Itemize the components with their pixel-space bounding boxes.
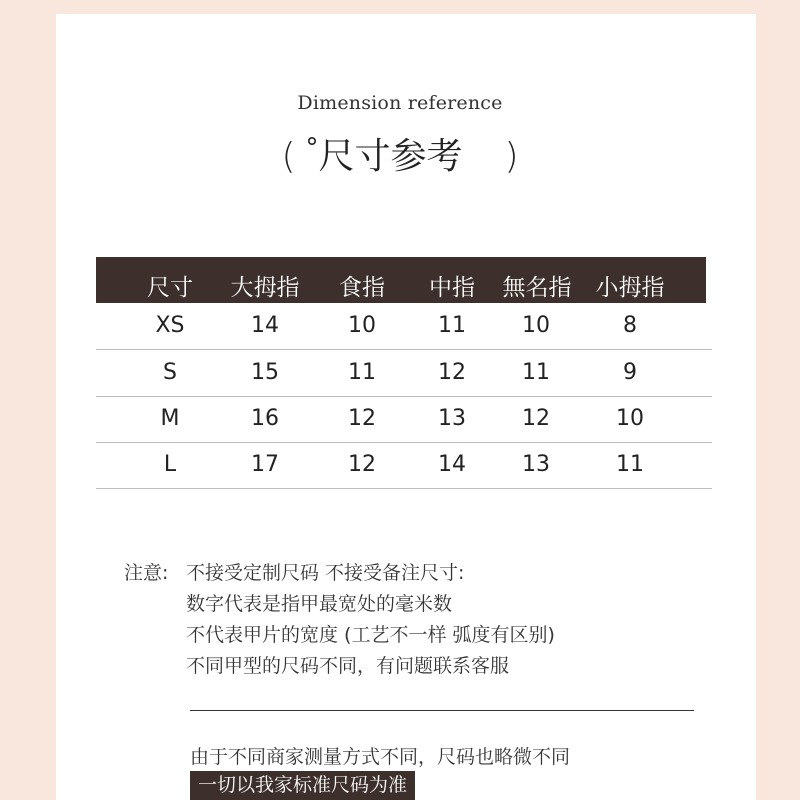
page-title <box>0 128 800 179</box>
footer-highlight: 一切以我家标准尺码为准 <box>190 771 415 800</box>
row-thumb: 15 <box>251 360 279 385</box>
footer-note: 由于不同商家测量方式不同，尺码也略微不同 <box>190 746 571 768</box>
notes-label: 注意: <box>124 562 169 584</box>
row-size: M <box>160 406 180 431</box>
row-thumb: 16 <box>251 406 279 431</box>
table-row <box>96 442 712 489</box>
row-index: 10 <box>348 313 376 338</box>
row-ring: 13 <box>522 452 550 477</box>
header-size: 尺寸 <box>147 275 193 301</box>
notes-line-3: 不代表甲片的宽度 (工艺不一样 弧度有区别) <box>186 624 555 646</box>
row-middle: 11 <box>438 313 466 338</box>
row-pinky: 8 <box>623 313 637 338</box>
row-size: L <box>163 452 177 477</box>
subtitle: Dimension reference <box>297 92 503 114</box>
row-size: XS <box>155 313 185 338</box>
title-text: 尺寸参考 <box>318 136 463 177</box>
row-thumb: 14 <box>251 313 279 338</box>
table-row <box>96 396 712 443</box>
table-row <box>96 350 712 397</box>
table-header <box>96 257 706 303</box>
row-ring: 10 <box>522 313 550 338</box>
title-degree-mark: ° <box>305 133 319 163</box>
row-middle: 12 <box>438 360 466 385</box>
header-middle: 中指 <box>429 275 475 301</box>
row-thumb: 17 <box>251 452 279 477</box>
header-thumb: 大拇指 <box>230 275 300 301</box>
title-close-paren: ) <box>504 136 519 177</box>
row-ring: 12 <box>522 406 550 431</box>
notes-line-4: 不同甲型的尺码不同，有问题联系客服 <box>186 655 510 677</box>
header-index: 食指 <box>339 275 385 301</box>
row-middle: 13 <box>438 406 466 431</box>
notes-line-2: 数字代表是指甲最宽处的毫米数 <box>186 593 453 615</box>
row-ring: 11 <box>522 360 550 385</box>
row-index: 12 <box>348 406 376 431</box>
row-pinky: 9 <box>623 360 637 385</box>
notes-line-1: 不接受定制尺码 不接受备注尺寸: <box>186 562 465 584</box>
divider <box>190 710 694 711</box>
title-open-paren: ( <box>281 136 296 177</box>
row-pinky: 11 <box>616 452 644 477</box>
table-row <box>96 303 712 350</box>
row-size: S <box>163 360 177 385</box>
row-index: 12 <box>348 452 376 477</box>
row-pinky: 10 <box>616 406 644 431</box>
header-ring: 無名指 <box>502 275 572 301</box>
header-pinky: 小拇指 <box>595 275 665 301</box>
row-middle: 14 <box>438 452 466 477</box>
row-index: 11 <box>348 360 376 385</box>
